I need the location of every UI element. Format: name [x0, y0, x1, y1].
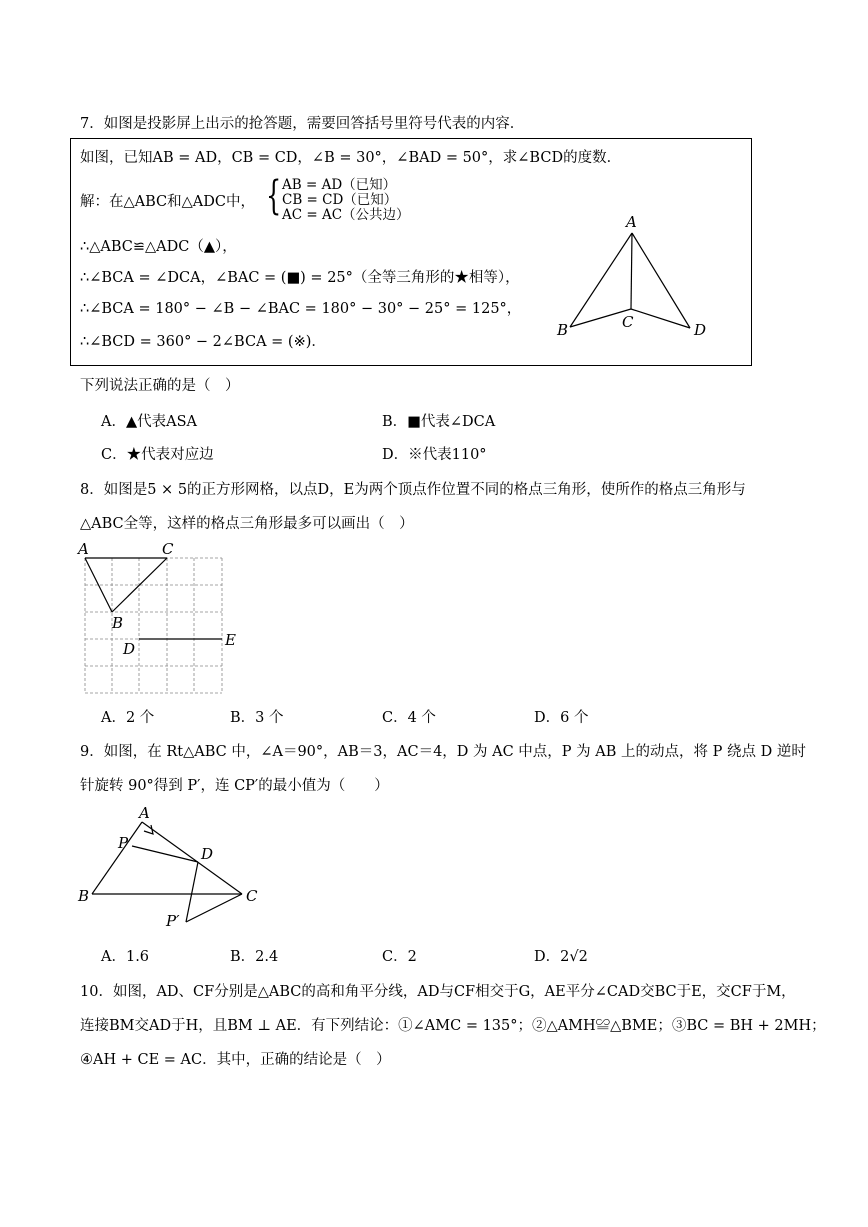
q7-kite-figure [550, 205, 720, 345]
q7-box-line6: ∴∠BCD = 360° − 2∠BCA = (※)． [80, 334, 326, 350]
q7-option-b: B．■代表∠DCA [382, 414, 496, 430]
q8-option-b: B．3 个 [230, 710, 284, 726]
label-e: E [225, 631, 236, 649]
q7-box-line3: ∴△ABC≌△ADC（▲）， [80, 239, 237, 255]
q9-triangle-figure [74, 800, 274, 935]
q7-box-line1: 如图，已知AB = AD，CB = CD，∠B = 30°，∠BAD = 50°，求∠BCD的度数． [80, 150, 622, 166]
q9-option-c: C．2 [382, 949, 417, 965]
q9-option-d: D．2√2 [534, 949, 588, 965]
label-a: A [78, 540, 89, 558]
q7-cond1: AB = AD（已知） [282, 177, 397, 193]
label-b: B [78, 887, 90, 905]
q10-line3: ④AH + CE = AC．其中，正确的结论是（ ） [80, 1052, 391, 1068]
q8-option-d: D．6 个 [534, 710, 589, 726]
q7-box-line4: ∴∠BCA = ∠DCA，∠BAC = (■) = 25°（全等三角形的★相等）， [80, 270, 520, 286]
label-c: C [622, 313, 634, 331]
label-d: D [123, 640, 136, 658]
q8-line1: 8．如图是5 × 5的正方形网格，以点D，E为两个顶点作位置不同的格点三角形，使所作的格点三角形与 [80, 482, 746, 498]
left-brace-icon: { [266, 173, 282, 219]
q7-solution-prefix: 解：在△ABC和△ADC中， [80, 194, 255, 210]
q10-line2: 连接BM交AD于H，且BM ⊥ AE．有下列结论：①∠AMC = 135°；②△AMH≌△BME；③BC = BH + 2MH； [80, 1018, 826, 1034]
label-p: P [118, 834, 129, 852]
q9-line2: 针旋转 90°得到 P′，连 CP′的最小值为（ ） [80, 778, 389, 794]
q7-option-d: D．※代表110° [382, 447, 487, 463]
label-d: D [694, 321, 707, 339]
q7-cond3: AC = AC（公共边） [282, 207, 410, 223]
q7-stem: 7．如图是投影屏上出示的抢答题，需要回答括号里符号代表的内容． [80, 116, 525, 132]
q7-cond2: CB = CD（已知） [282, 192, 398, 208]
label-a: A [626, 213, 637, 231]
label-p-prime: P′ [166, 912, 180, 930]
q9-option-a: A．1.6 [101, 949, 150, 965]
q7-question: 下列说法正确的是（ ） [80, 378, 240, 394]
q9-option-b: B．2.4 [230, 949, 279, 965]
label-c: C [246, 887, 258, 905]
label-b: B [557, 321, 569, 339]
q8-option-c: C．4 个 [382, 710, 436, 726]
label-a: A [139, 804, 150, 822]
label-c: C [162, 540, 174, 558]
q10-line1: 10．如图，AD、CF分别是△ABC的高和角平分线，AD与CF相交于G，AE平分∠CAD交BC于E，交CF于M， [80, 984, 796, 1000]
q7-box-line5: ∴∠BCA = 180° − ∠B − ∠BAC = 180° − 30° − 25° = 125°， [80, 301, 522, 317]
q8-line2: △ABC全等，这样的格点三角形最多可以画出（ ） [80, 516, 414, 532]
q8-grid-figure [74, 538, 254, 698]
q8-option-a: A．2 个 [101, 710, 155, 726]
label-d: D [201, 845, 214, 863]
q7-option-c: C．★代表对应边 [101, 447, 214, 463]
q7-option-a: A．▲代表ASA [101, 414, 197, 430]
label-b: B [112, 614, 124, 632]
q9-line1: 9．如图，在 Rt△ABC 中，∠A＝90°，AB＝3，AC＝4，D 为 AC 中点，P 为 AB 上的动点，将 P 绕点 D 逆时 [80, 744, 806, 760]
